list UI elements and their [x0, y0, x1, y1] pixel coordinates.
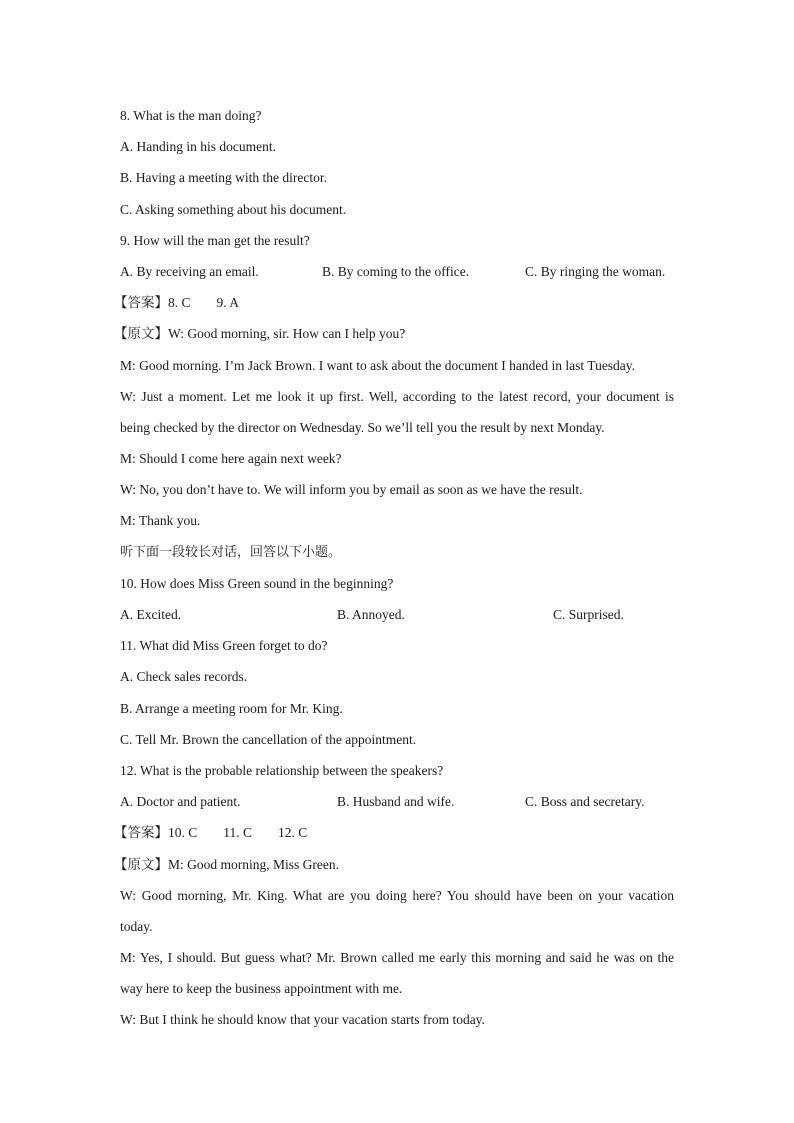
- transcript-1-line-7: M: Thank you.: [120, 513, 201, 529]
- answer-tag: 【答案】: [114, 295, 168, 311]
- question-10: 10. How does Miss Green sound in the beginning?: [120, 575, 394, 591]
- transcript-2-line-1: M: Good morning, Miss Green.: [168, 856, 339, 872]
- answer-10: 10. C: [168, 825, 198, 841]
- answer-11: 11. C: [223, 825, 253, 841]
- transcript-line: [114, 849, 680, 880]
- transcript-2-line-4: M: Yes, I should. But guess what? Mr. Brown called me early this morning and said he was on the: [120, 950, 674, 966]
- q12-option-b: B. Husband and wife.: [337, 794, 455, 810]
- transcript-1-line-2: M: Good morning. I’m Jack Brown. I want to ask about the document I handed in last Tuesday.: [120, 357, 636, 373]
- question-12: 12. What is the probable relationship between the speakers?: [120, 762, 444, 778]
- q12-option-c: C. Boss and secretary.: [525, 794, 645, 810]
- answer-line-1: [114, 287, 680, 318]
- answer-line-2: [114, 817, 680, 848]
- q12-option-a: A. Doctor and patient.: [120, 794, 241, 810]
- answer-9: 9. A: [216, 295, 240, 311]
- q9-option-c: C. By ringing the woman.: [525, 263, 666, 279]
- transcript-1-line-4: being checked by the director on Wednesday. So we’ll tell you the result by next Monday.: [120, 419, 605, 435]
- transcript-2-line-6: W: But I think he should know that your vacation starts from today.: [120, 1012, 485, 1028]
- q10-option-b: B. Annoyed.: [337, 607, 405, 622]
- q8-option-c: C. Asking something about his document.: [120, 201, 347, 217]
- q12-options-row: [120, 786, 680, 817]
- document-page: [114, 100, 680, 1036]
- q9-option-a: A. By receiving an email.: [120, 263, 259, 279]
- question-11: 11. What did Miss Green forget to do?: [120, 638, 328, 654]
- q10-options-row: [120, 599, 680, 630]
- q10-option-c: C. Surprised.: [553, 607, 624, 622]
- transcript-1-line-1: W: Good morning, sir. How can I help you?: [168, 326, 406, 342]
- q8-option-b: B. Having a meeting with the director.: [120, 170, 327, 186]
- transcript-line: [114, 318, 680, 349]
- answer-tag: 【答案】: [114, 825, 168, 841]
- transcript-2-line-2: W: Good morning, Mr. King. What are you doing here? You should have been on your vacation: [120, 887, 674, 903]
- transcript-tag: 【原文】: [114, 326, 168, 342]
- section-instruction: 听下面一段较长对话，回答以下小题。: [120, 544, 342, 560]
- question-8: 8. What is the man doing?: [120, 108, 262, 123]
- transcript-1-line-6: W: No, you don’t have to. We will inform you by email as soon as we have the result.: [120, 482, 583, 498]
- q11-option-b: B. Arrange a meeting room for Mr. King.: [120, 700, 343, 716]
- transcript-2-line-3: today.: [120, 918, 153, 934]
- q10-option-a: A. Excited.: [120, 607, 182, 622]
- q9-option-b: B. By coming to the office.: [322, 263, 470, 279]
- answer-8: 8. C: [168, 295, 191, 311]
- transcript-2-line-5: way here to keep the business appointment with me.: [120, 981, 403, 997]
- question-9: 9. How will the man get the result?: [120, 232, 310, 248]
- q9-options-row: [120, 256, 680, 287]
- q11-option-c: C. Tell Mr. Brown the cancellation of the appointment.: [120, 731, 417, 747]
- transcript-tag: 【原文】: [114, 856, 168, 872]
- q8-option-a: A. Handing in his document.: [120, 139, 276, 155]
- q11-option-a: A. Check sales records.: [120, 669, 248, 685]
- transcript-1-line-3: W: Just a moment. Let me look it up first. Well, according to the latest record, your document is: [120, 388, 674, 404]
- transcript-1-line-5: M: Should I come here again next week?: [120, 451, 342, 467]
- answer-12: 12. C: [278, 825, 308, 841]
